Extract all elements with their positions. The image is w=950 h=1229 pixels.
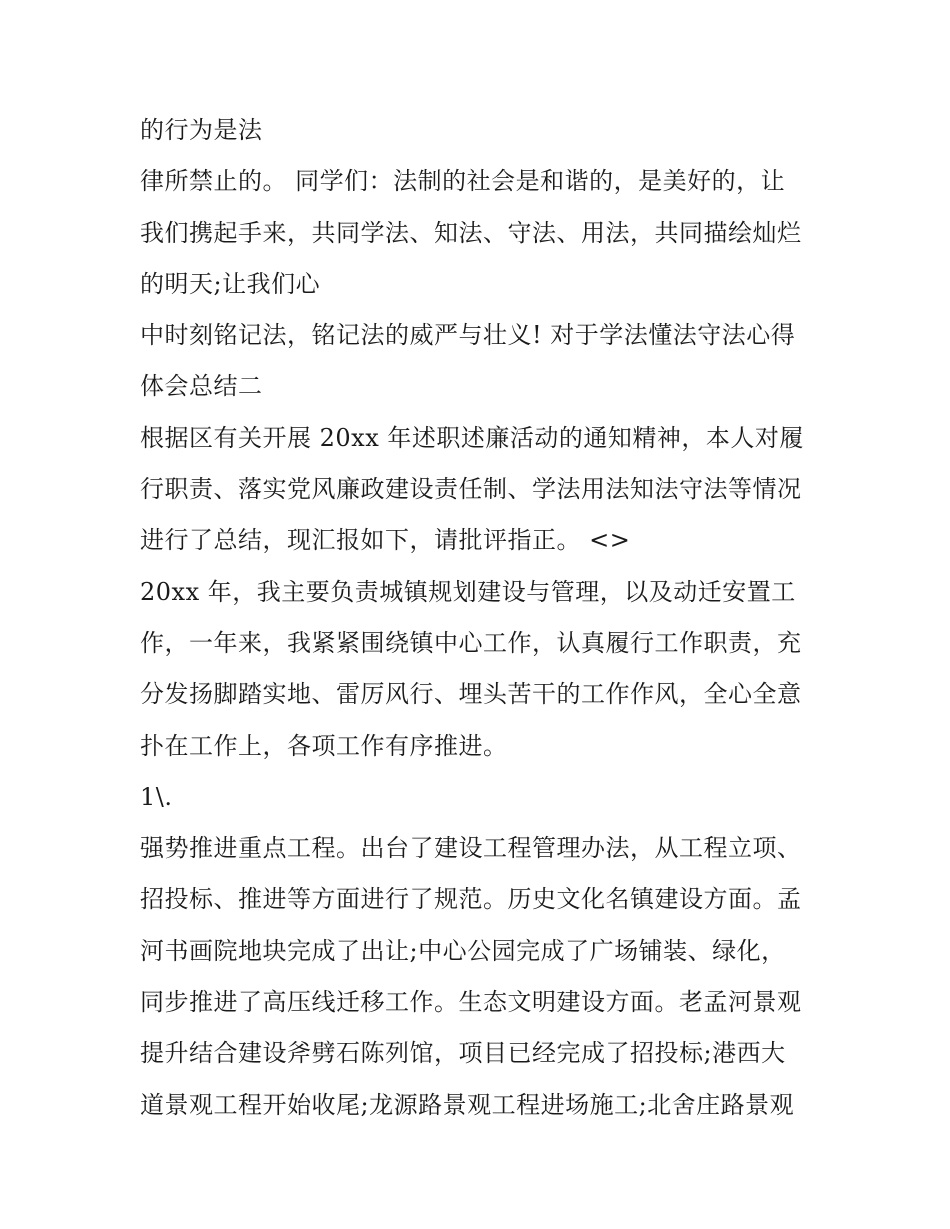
text-line: 分发扬脚踏实地、雷厉风行、埋头苦干的工作作风，全心全意 [140, 680, 802, 709]
text-line: 作，一年来，我紧紧围绕镇中心工作，认真履行工作职责，充 [140, 628, 802, 657]
text-line: 扑在工作上，各项工作有序推进。 [140, 731, 508, 760]
text-line: 我们携起手来，共同学法、知法、守法、用法，共同描绘灿烂 [140, 218, 802, 247]
text-line: 强势推进重点工程。出台了建设工程管理办法，从工程立项、 [140, 834, 802, 863]
text-line: 同步推进了高压线迁移工作。生态文明建设方面。老孟河景观 [140, 988, 802, 1017]
document-body [140, 105, 820, 1131]
text-line: 20xx 年，我主要负责城镇规划建设与管理，以及动迁安置工 [140, 577, 796, 606]
text-line: 招投标、推进等方面进行了规范。历史文化名镇建设方面。孟 [140, 885, 802, 914]
section-heading: 体会总结二 [140, 372, 263, 401]
text-line: 进行了总结，现汇报如下，请批评指正。 <> [140, 526, 631, 555]
text-line: 道景观工程开始收尾;龙源路景观工程进场施工;北舍庄路景观 [140, 1090, 795, 1119]
text-line: 提升结合建设斧劈石陈列馆，项目已经完成了招投标;港西大 [140, 1039, 786, 1068]
text-line: 律所禁止的。 同学们：法制的社会是和谐的，是美好的，让 [140, 167, 786, 196]
text-line: 中时刻铭记法，铭记法的威严与壮义! 对于学法懂法守法心得 [140, 321, 796, 350]
list-number: 1\. [140, 782, 173, 811]
text-line: 河书画院地块完成了出让;中心公园完成了广场铺装、绿化， [140, 936, 786, 965]
text-line: 的明天;让我们心 [140, 269, 321, 298]
text-line: 行职责、落实党风廉政建设责任制、学法用法知法守法等情况 [140, 475, 802, 504]
text-line: 的行为是法 [140, 116, 263, 144]
text-line: 根据区有关开展 20xx 年述职述廉活动的通知精神，本人对履 [140, 423, 804, 452]
